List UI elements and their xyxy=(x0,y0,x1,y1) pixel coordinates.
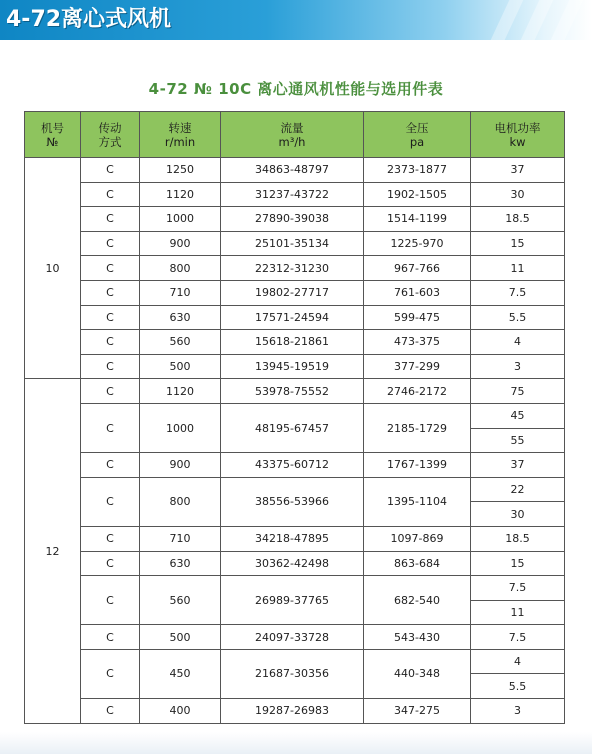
power-cell: 75 xyxy=(471,379,565,404)
table-row xyxy=(25,526,565,551)
drive-cell: C xyxy=(81,280,140,305)
speed-cell: 710 xyxy=(140,526,221,551)
drive-cell: C xyxy=(81,453,140,478)
drive-cell: C xyxy=(81,551,140,576)
flow-cell: 30362-42498 xyxy=(221,551,364,576)
flow-cell: 26989-37765 xyxy=(221,576,364,625)
drive-cell: C xyxy=(81,649,140,698)
table-row xyxy=(25,256,565,281)
pressure-cell: 761-603 xyxy=(364,280,471,305)
table-title: 4-72 № 10C 离心通风机性能与选用件表 xyxy=(148,80,444,98)
power-cell: 30 xyxy=(471,182,565,207)
speed-cell: 630 xyxy=(140,551,221,576)
power-cell: 3 xyxy=(471,699,565,724)
drive-cell: C xyxy=(81,207,140,232)
table-row xyxy=(25,305,565,330)
flow-cell: 34863-48797 xyxy=(221,158,364,183)
table-row xyxy=(25,649,565,674)
drive-cell: C xyxy=(81,526,140,551)
speed-cell: 450 xyxy=(140,649,221,698)
pressure-cell: 473-375 xyxy=(364,330,471,355)
table-row xyxy=(25,330,565,355)
power-cell: 7.5 xyxy=(471,280,565,305)
pressure-cell: 682-540 xyxy=(364,576,471,625)
drive-cell: C xyxy=(81,625,140,650)
speed-cell: 1000 xyxy=(140,207,221,232)
flow-cell: 25101-35134 xyxy=(221,231,364,256)
speed-cell: 500 xyxy=(140,354,221,379)
pressure-cell: 1514-1199 xyxy=(364,207,471,232)
table-row xyxy=(25,182,565,207)
flow-cell: 24097-33728 xyxy=(221,625,364,650)
power-cell: 11 xyxy=(471,600,565,625)
flow-cell: 34218-47895 xyxy=(221,526,364,551)
speed-cell: 800 xyxy=(140,256,221,281)
header-row xyxy=(25,112,565,158)
power-cell: 22 xyxy=(471,477,565,502)
power-cell: 45 xyxy=(471,403,565,428)
power-cell: 5.5 xyxy=(471,305,565,330)
power-cell: 7.5 xyxy=(471,625,565,650)
table-row xyxy=(25,207,565,232)
power-cell: 15 xyxy=(471,551,565,576)
header-drive: 传动 方式 xyxy=(81,112,140,158)
banner-stripe xyxy=(491,0,524,40)
table-row xyxy=(25,453,565,478)
pressure-cell: 1225-970 xyxy=(364,231,471,256)
pressure-cell: 1902-1505 xyxy=(364,182,471,207)
table-row xyxy=(25,354,565,379)
pressure-cell: 2373-1877 xyxy=(364,158,471,183)
table-row xyxy=(25,625,565,650)
table-row xyxy=(25,280,565,305)
flow-cell: 17571-24594 xyxy=(221,305,364,330)
drive-cell: C xyxy=(81,699,140,724)
flow-cell: 13945-19519 xyxy=(221,354,364,379)
drive-cell: C xyxy=(81,379,140,404)
drive-cell: C xyxy=(81,354,140,379)
header-flow: 流量 m³/h xyxy=(221,112,364,158)
table-row xyxy=(25,231,565,256)
drive-cell: C xyxy=(81,305,140,330)
header-pressure: 全压 pa xyxy=(364,112,471,158)
flow-cell: 19287-26983 xyxy=(221,699,364,724)
flow-cell: 53978-75552 xyxy=(221,379,364,404)
pressure-cell: 543-430 xyxy=(364,625,471,650)
drive-cell: C xyxy=(81,576,140,625)
flow-cell: 48195-67457 xyxy=(221,403,364,452)
power-cell: 5.5 xyxy=(471,674,565,699)
flow-cell: 43375-60712 xyxy=(221,453,364,478)
flow-cell: 21687-30356 xyxy=(221,649,364,698)
speed-cell: 900 xyxy=(140,453,221,478)
drive-cell: C xyxy=(81,330,140,355)
table-row xyxy=(25,699,565,724)
drive-cell: C xyxy=(81,403,140,452)
power-cell: 37 xyxy=(471,453,565,478)
power-cell: 7.5 xyxy=(471,576,565,601)
table-row xyxy=(25,477,565,502)
drive-cell: C xyxy=(81,231,140,256)
speed-cell: 500 xyxy=(140,625,221,650)
power-cell: 11 xyxy=(471,256,565,281)
model-number-cell: 12 xyxy=(25,379,81,723)
power-cell: 4 xyxy=(471,649,565,674)
power-cell: 18.5 xyxy=(471,207,565,232)
speed-cell: 560 xyxy=(140,576,221,625)
pressure-cell: 1767-1399 xyxy=(364,453,471,478)
flow-cell: 27890-39038 xyxy=(221,207,364,232)
flow-cell: 22312-31230 xyxy=(221,256,364,281)
pressure-cell: 1097-869 xyxy=(364,526,471,551)
model-number-cell: 10 xyxy=(25,158,81,379)
speed-cell: 1000 xyxy=(140,403,221,452)
footer-strip xyxy=(0,732,592,754)
power-cell: 18.5 xyxy=(471,526,565,551)
speed-cell: 1120 xyxy=(140,182,221,207)
table-row xyxy=(25,576,565,601)
speed-cell: 1250 xyxy=(140,158,221,183)
pressure-cell: 863-684 xyxy=(364,551,471,576)
power-cell: 37 xyxy=(471,158,565,183)
speed-cell: 800 xyxy=(140,477,221,526)
pressure-cell: 1395-1104 xyxy=(364,477,471,526)
pressure-cell: 347-275 xyxy=(364,699,471,724)
pressure-cell: 2185-1729 xyxy=(364,403,471,452)
speed-cell: 400 xyxy=(140,699,221,724)
flow-cell: 19802-27717 xyxy=(221,280,364,305)
power-cell: 3 xyxy=(471,354,565,379)
speed-cell: 710 xyxy=(140,280,221,305)
flow-cell: 31237-43722 xyxy=(221,182,364,207)
table-row xyxy=(25,551,565,576)
drive-cell: C xyxy=(81,256,140,281)
pressure-cell: 2746-2172 xyxy=(364,379,471,404)
table-row xyxy=(25,158,565,183)
pressure-cell: 377-299 xyxy=(364,354,471,379)
banner-title: 4-72离心式风机 xyxy=(6,7,172,32)
table-body xyxy=(25,158,565,724)
table-row xyxy=(25,403,565,428)
speed-cell: 900 xyxy=(140,231,221,256)
header-speed: 转速 r/min xyxy=(140,112,221,158)
table-row xyxy=(25,379,565,404)
drive-cell: C xyxy=(81,158,140,183)
banner-stripe xyxy=(521,0,554,40)
speed-cell: 1120 xyxy=(140,379,221,404)
pressure-cell: 599-475 xyxy=(364,305,471,330)
power-cell: 15 xyxy=(471,231,565,256)
speed-cell: 630 xyxy=(140,305,221,330)
power-cell: 55 xyxy=(471,428,565,453)
banner-stripe xyxy=(551,0,584,40)
header-power: 电机功率 kw xyxy=(471,112,565,158)
header-banner xyxy=(0,0,592,40)
pressure-cell: 967-766 xyxy=(364,256,471,281)
flow-cell: 38556-53966 xyxy=(221,477,364,526)
drive-cell: C xyxy=(81,477,140,526)
performance-table xyxy=(24,111,565,724)
flow-cell: 15618-21861 xyxy=(221,330,364,355)
power-cell: 30 xyxy=(471,502,565,527)
speed-cell: 560 xyxy=(140,330,221,355)
drive-cell: C xyxy=(81,182,140,207)
power-cell: 4 xyxy=(471,330,565,355)
header-model: 机号 № xyxy=(25,112,81,158)
pressure-cell: 440-348 xyxy=(364,649,471,698)
